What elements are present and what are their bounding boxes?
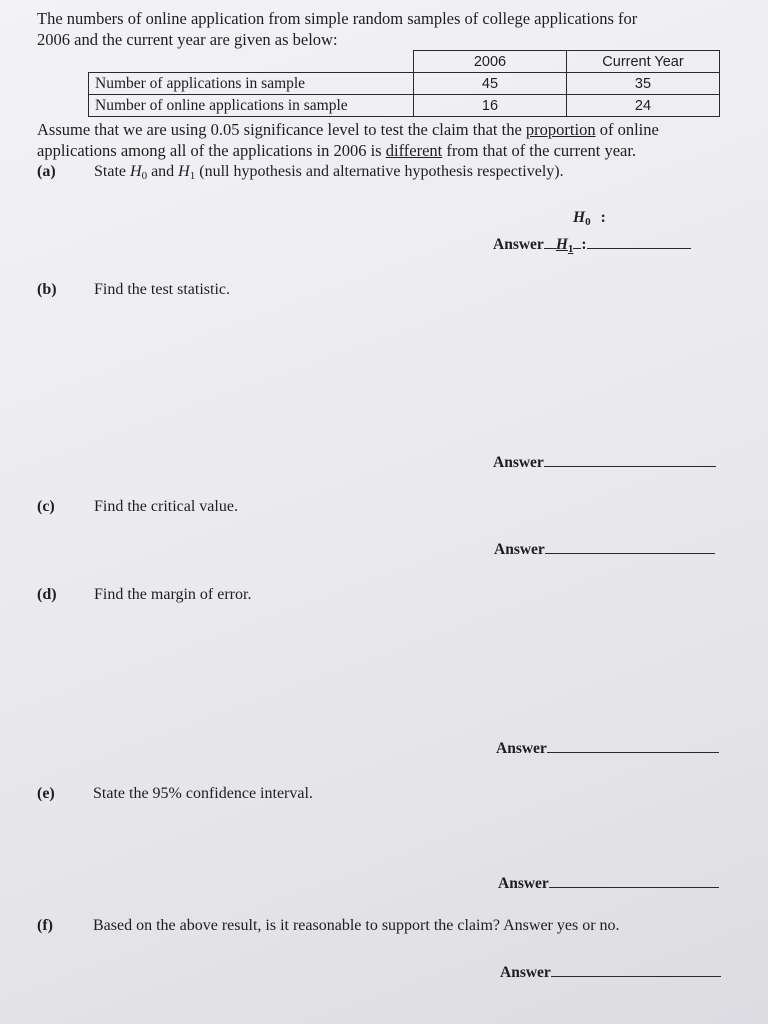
h1-symbol: H — [178, 163, 190, 180]
table-cell: 45 — [414, 73, 567, 95]
answer-e[interactable] — [498, 875, 719, 893]
assumption-text-part: of online — [595, 120, 659, 139]
answer-blank — [549, 886, 719, 888]
h1-answer-subscript: 1 — [567, 243, 574, 255]
assumption-text-part: applications among all of the applications in 2006 is — [37, 141, 386, 160]
question-b-letter: (b) — [37, 281, 57, 298]
h1-answer-line[interactable] — [493, 236, 691, 255]
assumption-line-2 — [37, 140, 659, 161]
h0-answer-subscript: 0 — [585, 216, 591, 228]
answer-blank — [544, 465, 716, 467]
h0-answer-colon: : — [600, 209, 606, 226]
h0-answer-symbol: H — [573, 209, 586, 226]
data-table — [88, 50, 720, 117]
assumption-emphasis: proportion — [525, 120, 596, 139]
table-cell: 24 — [567, 95, 720, 117]
assumption-text-part: Assume that we are using 0.05 significance level to test the claim that the — [37, 120, 526, 139]
answer-blank — [547, 751, 719, 753]
answer-label: Answer — [493, 454, 544, 471]
question-a-letter: (a) — [37, 163, 56, 180]
answer-blank — [544, 247, 556, 249]
question-d-text: Find the margin of error. — [94, 586, 252, 603]
assumption-line-1 — [37, 119, 659, 140]
answer-label: Answer — [498, 875, 549, 892]
intro-line-2: 2006 and the current year are given as below: — [37, 30, 338, 49]
answer-label: Answer — [493, 236, 544, 253]
assumption-text — [37, 119, 659, 161]
question-a-part: and — [147, 163, 179, 180]
table-row — [89, 95, 720, 117]
h0-answer-label — [573, 209, 606, 228]
answer-label: Answer — [494, 541, 545, 558]
table-header-current-year: Current Year — [567, 51, 720, 73]
table-header-2006: 2006 — [414, 51, 567, 73]
table-corner-cell — [89, 51, 414, 73]
h0-symbol: H — [130, 163, 142, 180]
answer-blank — [551, 975, 721, 977]
h1-answer-symbol: H — [555, 236, 568, 253]
table-cell: 16 — [414, 95, 567, 117]
table-header-row — [89, 51, 720, 73]
table-cell: 35 — [567, 73, 720, 95]
assumption-text-part: from that of the current year. — [442, 141, 637, 160]
h1-subscript: 1 — [189, 170, 196, 182]
assumption-emphasis: different — [385, 141, 443, 160]
table-row-label: Number of online applications in sample — [89, 95, 414, 117]
question-b-text: Find the test statistic. — [94, 281, 230, 298]
question-c-text: Find the critical value. — [94, 498, 238, 515]
answer-label: Answer — [496, 740, 547, 757]
answer-blank — [587, 247, 691, 249]
answer-b[interactable] — [493, 454, 716, 472]
question-c-letter: (c) — [37, 498, 55, 515]
question-a-part: State — [94, 163, 130, 180]
answer-c[interactable] — [494, 541, 715, 559]
table-row-label: Number of applications in sample — [89, 73, 414, 95]
question-d-letter: (d) — [37, 586, 57, 603]
question-f-letter: (f) — [37, 917, 53, 934]
question-a-text — [94, 163, 564, 182]
question-f-text: Based on the above result, is it reasonable to support the claim? Answer yes or no. — [93, 917, 620, 934]
answer-label: Answer — [500, 964, 551, 981]
question-a-part: (null hypothesis and alternative hypothesis respectively). — [195, 163, 564, 180]
intro-text — [37, 8, 637, 50]
table-row — [89, 73, 720, 95]
h0-subscript: 0 — [141, 170, 148, 182]
intro-line-1: The numbers of online application from simple random samples of college applications for — [37, 9, 638, 28]
question-e-letter: (e) — [37, 785, 55, 802]
answer-f[interactable] — [500, 964, 721, 982]
question-e-text: State the 95% confidence interval. — [93, 785, 313, 802]
answer-d[interactable] — [496, 740, 719, 758]
answer-blank — [545, 552, 715, 554]
h1-answer-colon: : — [581, 236, 587, 253]
